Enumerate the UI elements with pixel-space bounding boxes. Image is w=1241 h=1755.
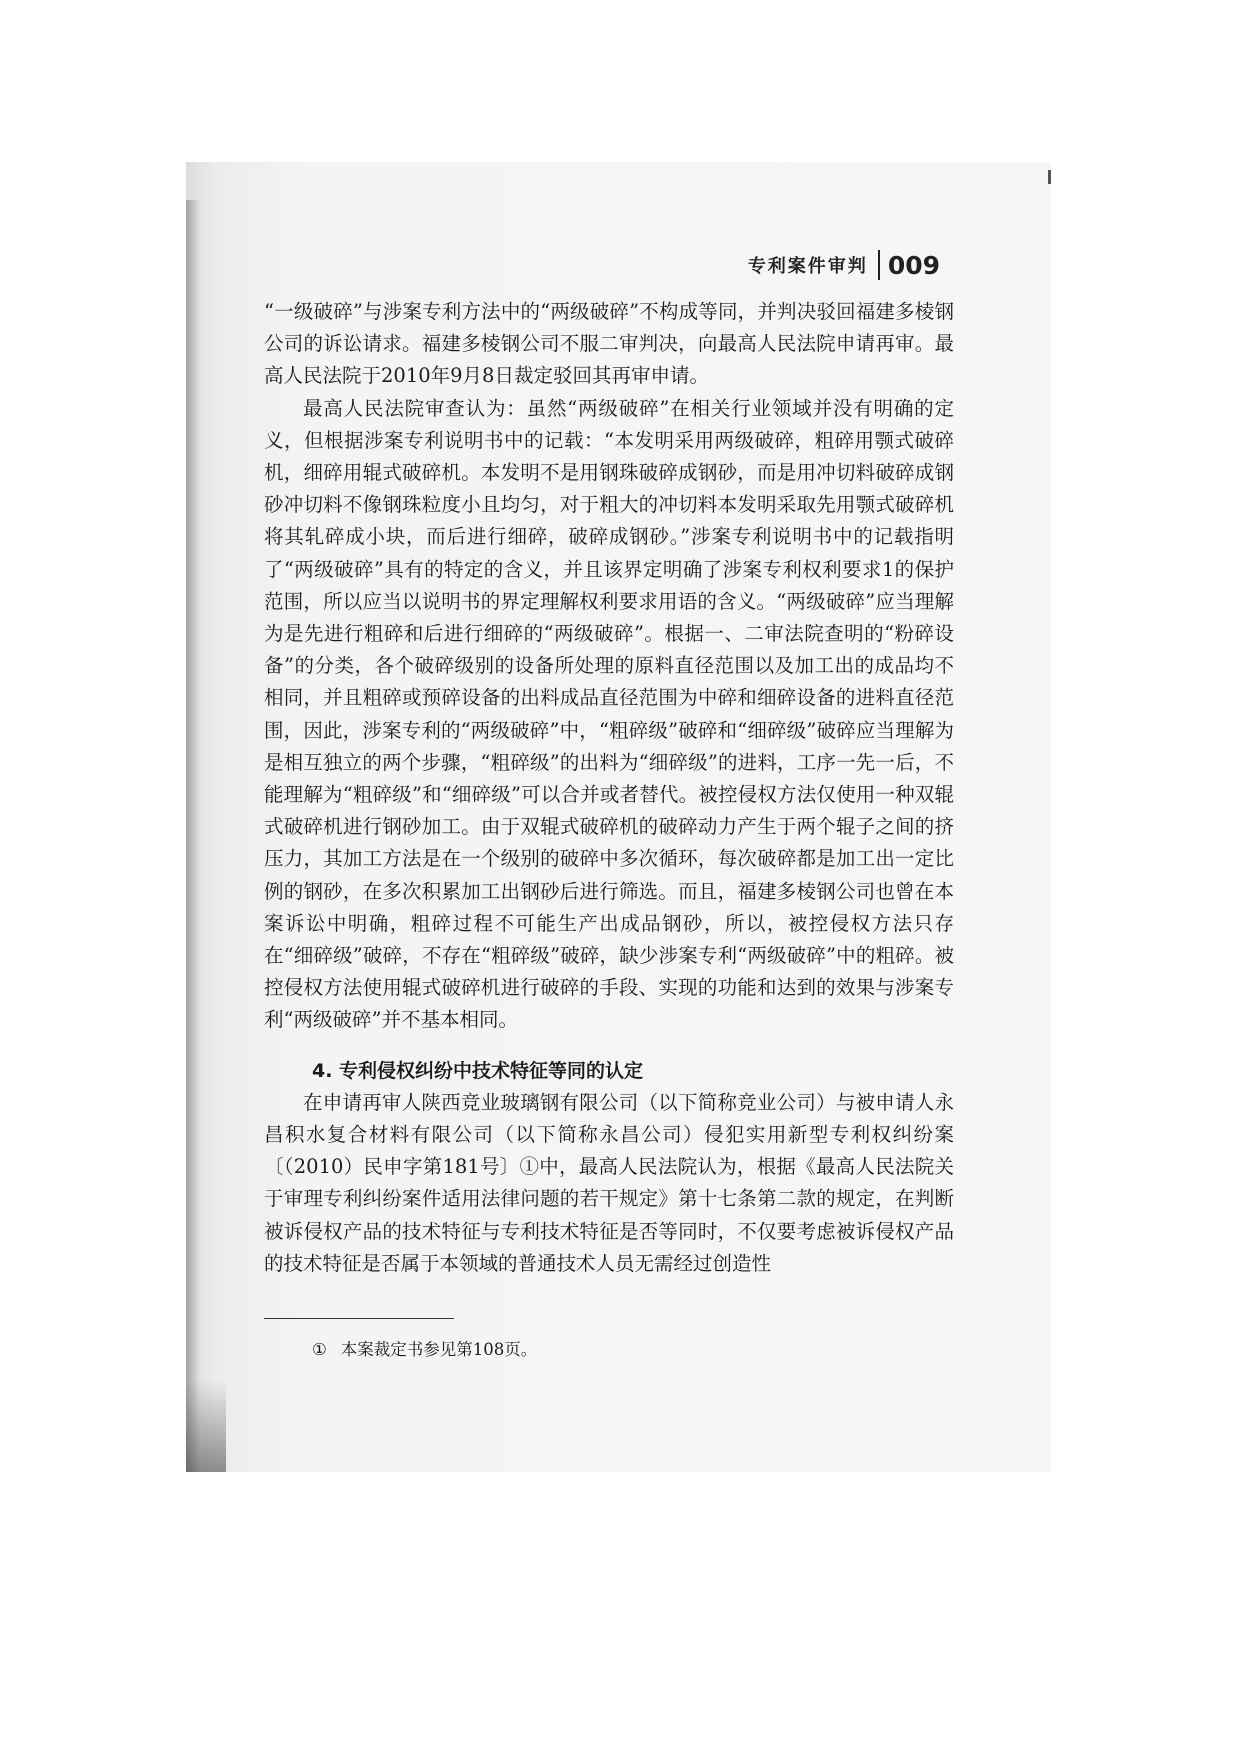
section-heading: 4. 专利侵权纠纷中技术特征等同的认定 (312, 1059, 644, 1082)
page-corner-shadow (186, 1380, 226, 1472)
paragraph: “一级破碎”与涉案专利方法中的“两级破碎”不构成等同，并判决驳回福建多棱钢公司的诉讼请求。福建多棱钢公司不服二审判决，向最高人民法院申请再审。最高人民法院于2010年9月8日裁定驳回其再审申请。 (264, 300, 954, 388)
page-gutter-shadow (186, 200, 200, 1472)
page-number: 009 (887, 250, 940, 280)
footnote (312, 1338, 912, 1362)
running-header (540, 245, 940, 285)
footnote-text: 本案裁定书参见第108页。 (340, 1340, 538, 1359)
footnote-divider (264, 1318, 454, 1319)
body-text (264, 296, 954, 1280)
paragraph: 最高人民法院审查认为：虽然“两级破碎”在相关行业领域并没有明确的定义，但根据涉案专利说明书中的记载：“本发明采用两级破碎，粗碎用颚式破碎机，细碎用辊式破碎机。本发明不是用钢珠破碎成钢砂，而是用冲切料破碎成钢砂冲切料不像钢珠粒度小且均匀，对于粗大的冲切料本发明采取先用颚式破碎机将其轧碎成小块，而后进行细碎，破碎成钢砂。”涉案专利说明书中的记载指明了“两级破碎”具有的特定的含义，并且该界定明确了涉案专利权利要求1的保护范围，所以应当以说明书的界定理解权利要求用语的含义。“两级破碎”应当理解为是先进行粗碎和后进行细碎的“两级破碎”。根据一、二审法院查明的“粉碎设备”的分类，各个破碎级别的设备所处理的原料直径范围以及加工出的成品均不相同，并且粗碎或预碎设备的出料成品直径范围为中碎和细碎设备的进料直径范围，因此，涉案专利的“两级破碎”中，“粗碎级”破碎和“细碎级”破碎应当理解为是相互独立的两个步骤，“粗碎级”的出料为“细碎级”的进料，工序一先一后，不能理解为“粗碎级”和“细碎级”可以合并或者替代。被控侵权方法仅使用一种双辊式破碎机进行钢砂加工。由于双辊式破碎机的破碎动力产生于两个辊子之间的挤压力，其加工方法是在一个级别的破碎中多次循环，每次破碎都是加工出一定比例的钢砂，在多次积累加工出钢砂后进行筛选。而且，福建多棱钢公司也曾在本案诉讼中明确，粗碎过程不可能生产出成品钢砂，所以，被控侵权方法只存在“细碎级”破碎，不存在“粗碎级”破碎，缺少涉案专利“两级破碎”中的粗碎。被控侵权方法使用辊式破碎机进行破碎的手段、实现的功能和达到的效果与涉案专利“两级破碎”并不基本相同。 (264, 396, 954, 1032)
paragraph: 在申请再审人陕西竞业玻璃钢有限公司（以下简称竞业公司）与被申请人永昌积水复合材料有限公司（以下简称永昌公司）侵犯实用新型专利权纠纷案〔（2010）民申字第181号〕①中，最高人民法院认为，根据《最高人民法院关于审理专利纠纷案件适用法律问题的若干规定》第十七条第二款的规定，在判断被诉侵权产品的技术特征与专利技术特征是否等同时，不仅要考虑被诉侵权产品的技术特征是否属于本领域的普通技术人员无需经过创造性 (264, 1090, 954, 1275)
footnote-mark: ① (312, 1340, 327, 1359)
header-divider (878, 250, 880, 280)
running-title: 专利案件审判 (747, 256, 868, 277)
page-edge-mark (1048, 170, 1051, 184)
